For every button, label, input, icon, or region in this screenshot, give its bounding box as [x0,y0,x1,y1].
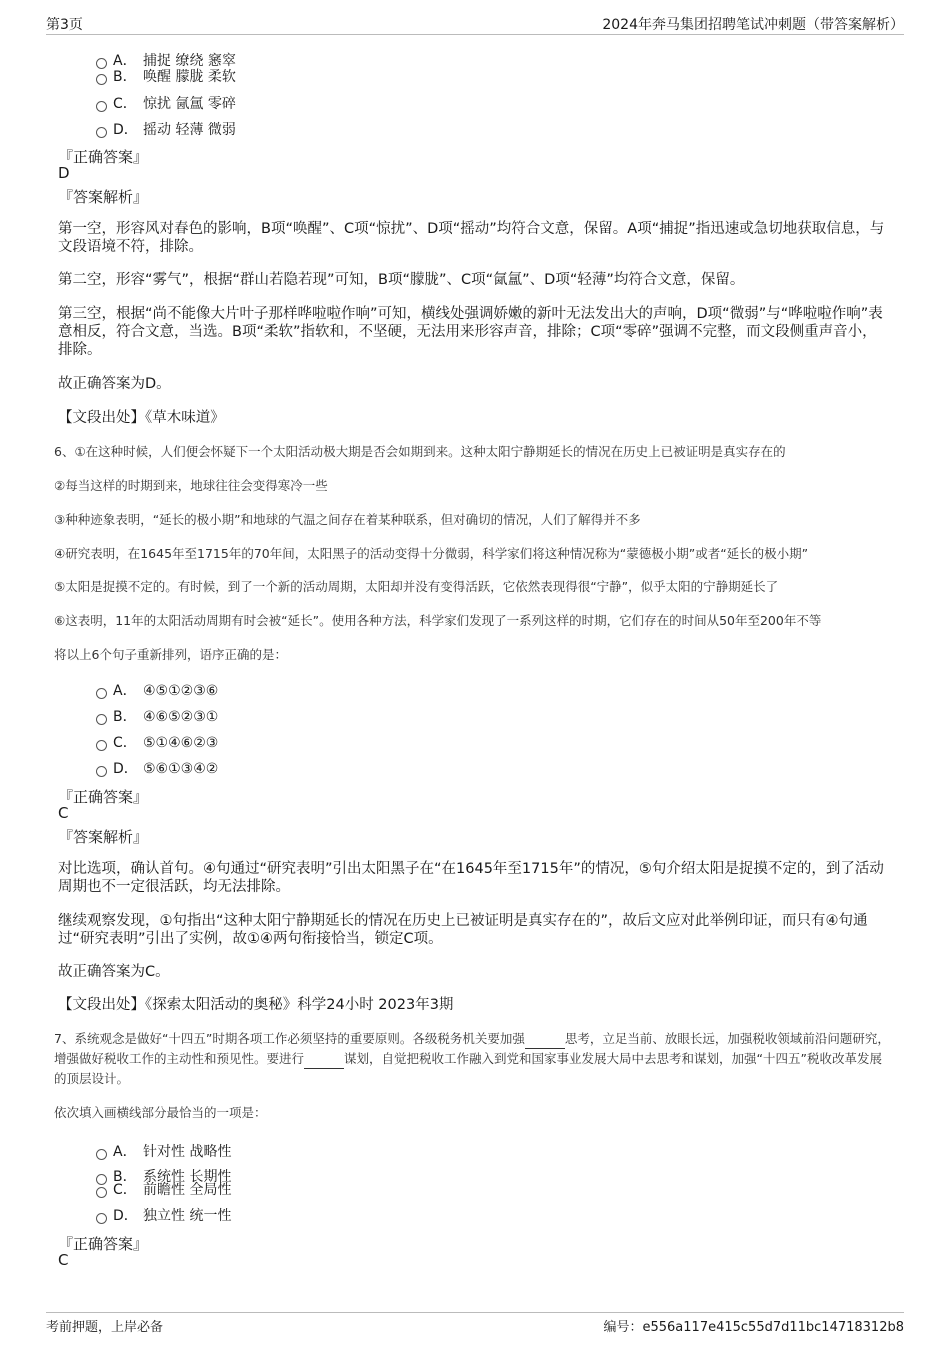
q7-option-a[interactable]: A． 针对性 战略性 [96,1141,231,1161]
page-footer [46,1312,904,1335]
q6-source: 【文段出处】《探索太阳活动的奥秘》科学24小时 2023年3期 [58,997,454,1013]
radio-icon[interactable] [96,74,107,85]
radio-icon[interactable] [96,688,107,699]
q6-option-d[interactable]: D． ⑤⑥①③④② [96,758,218,778]
q6-answer-label: 『正确答案』 [58,788,149,806]
blank-1 [525,1048,565,1049]
q5-analysis-para-2: 第二空，形容“雾气”，根据“群山若隐若现”可知，B项“朦胧”、C项“氤氲”、D项“轻薄”均符合文意，保留。 [58,272,745,288]
radio-icon[interactable] [96,1187,107,1198]
q6-line-1: 6、①在这种时候，人们便会怀疑下一个太阳活动极大期是否会如期到来。这种太阳宁静期延长的情况在历史上已被证明是真实存在的 [54,444,786,459]
radio-icon[interactable] [96,1213,107,1224]
q6-line-5: ⑤太阳是捉摸不定的。有时候，到了一个新的活动周期，太阳却并没有变得活跃，它依然表现得很“宁静”，似乎太阳的宁静期延长了 [54,579,779,594]
q6-analysis-label: 『答案解析』 [58,828,149,846]
q7-option-d[interactable]: D． 独立性 统一性 [96,1205,231,1225]
radio-icon[interactable] [96,740,107,751]
q7-answer: C [58,1251,69,1269]
blank-2 [304,1068,344,1069]
q5-analysis-para-3: 第三空，根据“尚不能像大片叶子那样哗啦啦作响”可知，横线处强调娇嫩的新叶无法发出大的声响，D项“微弱”与“哗啦啦作响”表意相反，符合文意，当选。B项“柔软”指软和，不坚硬，无法用来形容声音，排除；C项“零碎”强调不完整，而文段侧重声音小，排除。 [58,306,883,358]
q5-option-b[interactable]: B． 唤醒 朦胧 柔软 [96,66,236,86]
q6-line-6: ⑥这表明，11年的太阳活动周期有时会被“延长”。使用各种方法，科学家们发现了一系列这样的时期，它们存在的时间从50年至200年不等 [54,613,822,628]
footer-code: 编号：e556a117e415c55d7d11bc14718312b8 [603,1320,904,1335]
q5-answer: D [58,164,70,182]
q5-source: 【文段出处】《草木味道》 [58,410,225,426]
q5-analysis-para-1: 第一空，形容风对春色的影响，B项“唤醒”、C项“惊扰”、D项“摇动”均符合文意，保留。A项“捕捉”指迅速或急切地获取信息，与文段语境不符，排除。 [58,221,885,255]
q6-analysis-para-2: 继续观察发现，①句指出“这种太阳宁静期延长的情况在历史上已被证明是真实存在的”，故后文应对此举例印证，而只有④句通过“研究表明”引出了实例，故①④两句衔接恰当，锁定C项。 [58,913,868,947]
q6-option-a[interactable]: A． ④⑤①②③⑥ [96,680,218,700]
radio-icon[interactable] [96,766,107,777]
radio-icon[interactable] [96,101,107,112]
q6-analysis-para-3: 故正确答案为C。 [58,964,170,980]
q6-prompt: 将以上6个句子重新排列，语序正确的是： [54,647,287,662]
q5-option-d[interactable]: D． 摇动 轻薄 微弱 [96,119,236,139]
radio-icon[interactable] [96,1149,107,1160]
page-number: 第3页 [46,17,83,33]
q6-option-c[interactable]: C． ⑤①④⑥②③ [96,732,218,752]
q7-prompt: 依次填入画横线部分最恰当的一项是： [54,1105,267,1120]
q5-option-c[interactable]: C． 惊扰 氤氲 零碎 [96,93,236,113]
q5-analysis-para-4: 故正确答案为D。 [58,376,171,392]
q5-answer-label: 『正确答案』 [58,148,149,166]
q5-analysis-label: 『答案解析』 [58,188,149,206]
page-header [46,14,904,35]
document-title: 2024年奔马集团招聘笔试冲刺题（带答案解析） [602,17,904,33]
q5-option-a[interactable]: A． 捕捉 缭绕 窸窣 [96,50,236,70]
q7-option-c[interactable]: C． 前瞻性 全局性 [96,1179,231,1199]
radio-icon[interactable] [96,714,107,725]
footer-slogan: 考前押题，上岸必备 [46,1320,164,1335]
q7-option-b[interactable]: B． 系统性 长期性 [96,1166,231,1186]
radio-icon[interactable] [96,127,107,138]
q6-analysis-para-1: 对比选项，确认首句。④句通过“研究表明”引出太阳黑子在“在1645年至1715年”的情况，⑤句介绍太阳是捉摸不定的，到了活动周期也不一定很活跃，均无法排除。 [58,861,884,895]
q6-answer: C [58,804,69,822]
q6-line-2: ②每当这样的时期到来，地球往往会变得寒冷一些 [54,478,328,493]
q7-stem: 7、系统观念是做好“十四五”时期各项工作必须坚持的重要原则。各级税务机关要加强 思考，立足当前、放眼长远，加强税收领域前沿问题研究，增强做好税收工作的主动性和预见性。要进行 谋划，自觉把税收工作融入到党和国家事业发展大局中去思考和谋划，加强“十四五”税收改革发展的顶层设计。 [54,1031,890,1086]
q6-option-b[interactable]: B． ④⑥⑤②③① [96,706,218,726]
q7-answer-label: 『正确答案』 [58,1235,149,1253]
q6-line-4: ④研究表明，在1645年至1715年的70年间，太阳黑子的活动变得十分微弱，科学家们将这种情况称为“蒙德极小期”或者“延长的极小期” [54,546,809,561]
q6-line-3: ③种种迹象表明，“延长的极小期”和地球的气温之间存在着某种联系，但对确切的情况，人们了解得并不多 [54,512,641,527]
